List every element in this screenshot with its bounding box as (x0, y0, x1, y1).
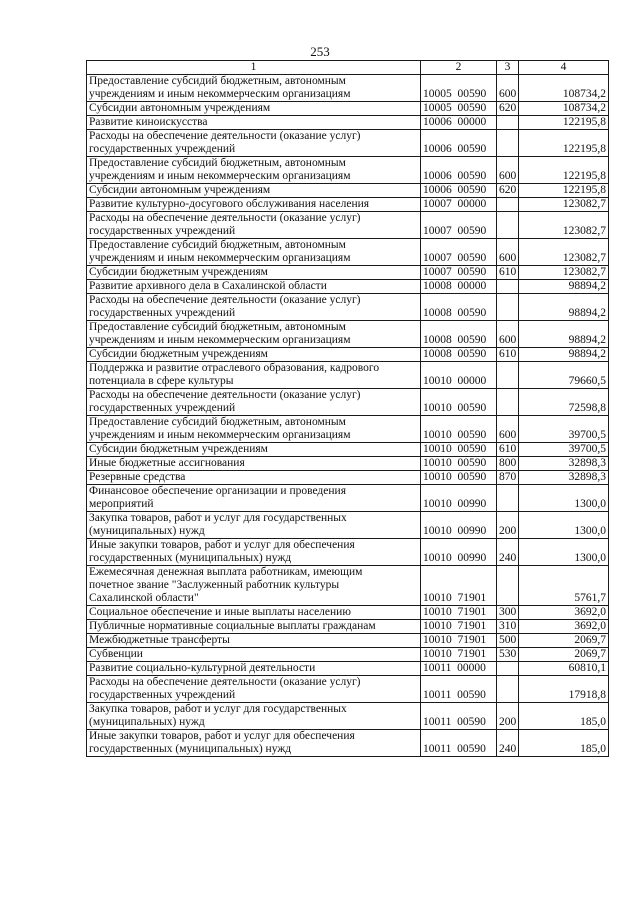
row-name-cell: Иные закупки товаров, работ и услуг для обеспечения государственных (муниципальных) нужд (87, 539, 421, 566)
row-code-cell: 10010 71901 (421, 566, 497, 606)
table-row (87, 703, 609, 730)
row-expense-type-cell (497, 362, 519, 389)
row-code-cell: 10011 00590 (421, 730, 497, 757)
header-col-3: 3 (497, 61, 519, 75)
table-row (87, 321, 609, 348)
table-row (87, 457, 609, 471)
row-amount-cell: 122195,8 (519, 157, 609, 184)
row-expense-type-cell (497, 485, 519, 512)
row-name-cell: Субсидии автономным учреждениям (87, 102, 421, 116)
row-name-cell: Закупка товаров, работ и услуг для государственных (муниципальных) нужд (87, 703, 421, 730)
table-row (87, 443, 609, 457)
row-expense-type-cell: 500 (497, 634, 519, 648)
row-code-cell: 10010 71901 (421, 634, 497, 648)
row-expense-type-cell (497, 198, 519, 212)
page-number: 253 (310, 44, 330, 59)
row-expense-type-cell (497, 116, 519, 130)
row-code-cell: 10005 00590 (421, 75, 497, 102)
row-name-cell: Расходы на обеспечение деятельности (оказание услуг) государственных учреждений (87, 389, 421, 416)
row-name-cell: Расходы на обеспечение деятельности (оказание услуг) государственных учреждений (87, 294, 421, 321)
row-code-cell: 10010 00590 (421, 457, 497, 471)
row-amount-cell: 3692,0 (519, 606, 609, 620)
row-code-cell: 10008 00000 (421, 280, 497, 294)
row-code-cell: 10010 00000 (421, 362, 497, 389)
row-code-cell: 10010 00990 (421, 512, 497, 539)
row-code-cell: 10010 00590 (421, 471, 497, 485)
row-name-cell: Ежемесячная денежная выплата работникам, имеющим почетное звание "Заслуженный работник культуры Сахалинской области" (87, 566, 421, 606)
row-name-cell: Развитие киноискусства (87, 116, 421, 130)
row-code-cell: 10005 00590 (421, 102, 497, 116)
row-name-cell: Расходы на обеспечение деятельности (оказание услуг) государственных учреждений (87, 676, 421, 703)
row-amount-cell: 98894,2 (519, 321, 609, 348)
row-name-cell: Межбюджетные трансферты (87, 634, 421, 648)
table-row (87, 606, 609, 620)
row-amount-cell: 1300,0 (519, 485, 609, 512)
row-amount-cell: 17918,8 (519, 676, 609, 703)
row-amount-cell: 122195,8 (519, 184, 609, 198)
row-expense-type-cell: 610 (497, 443, 519, 457)
table-row (87, 184, 609, 198)
row-expense-type-cell (497, 280, 519, 294)
row-amount-cell: 79660,5 (519, 362, 609, 389)
table-row (87, 212, 609, 239)
row-amount-cell: 108734,2 (519, 75, 609, 102)
row-code-cell: 10011 00000 (421, 662, 497, 676)
budget-rows (87, 75, 609, 757)
table-row (87, 75, 609, 102)
row-expense-type-cell: 800 (497, 457, 519, 471)
row-amount-cell: 123082,7 (519, 212, 609, 239)
row-name-cell: Развитие социально-культурной деятельности (87, 662, 421, 676)
header-col-1: 1 (87, 61, 421, 75)
table-row (87, 634, 609, 648)
table-row (87, 485, 609, 512)
row-name-cell: Субвенции (87, 648, 421, 662)
row-expense-type-cell: 530 (497, 648, 519, 662)
row-code-cell: 10010 71901 (421, 648, 497, 662)
table-row (87, 157, 609, 184)
table-row (87, 266, 609, 280)
row-code-cell: 10006 00590 (421, 184, 497, 198)
row-expense-type-cell (497, 566, 519, 606)
row-expense-type-cell: 240 (497, 730, 519, 757)
header-col-2: 2 (421, 61, 497, 75)
row-amount-cell: 122195,8 (519, 116, 609, 130)
table-row (87, 239, 609, 266)
row-expense-type-cell (497, 212, 519, 239)
table-row (87, 662, 609, 676)
row-expense-type-cell: 870 (497, 471, 519, 485)
table-row (87, 102, 609, 116)
row-name-cell: Предоставление субсидий бюджетным, автономным учреждениям и иным некоммерческим организациям (87, 157, 421, 184)
table-row (87, 676, 609, 703)
row-code-cell: 10007 00590 (421, 239, 497, 266)
row-amount-cell: 98894,2 (519, 280, 609, 294)
row-expense-type-cell: 200 (497, 512, 519, 539)
row-name-cell: Резервные средства (87, 471, 421, 485)
row-name-cell: Финансовое обеспечение организации и проведения мероприятий (87, 485, 421, 512)
row-code-cell: 10007 00000 (421, 198, 497, 212)
row-amount-cell: 32898,3 (519, 457, 609, 471)
row-code-cell: 10010 00590 (421, 416, 497, 443)
row-amount-cell: 185,0 (519, 730, 609, 757)
row-amount-cell: 39700,5 (519, 416, 609, 443)
row-amount-cell: 1300,0 (519, 512, 609, 539)
table-row (87, 471, 609, 485)
table-row (87, 389, 609, 416)
row-code-cell: 10010 00990 (421, 539, 497, 566)
table-row (87, 512, 609, 539)
row-amount-cell: 39700,5 (519, 443, 609, 457)
row-name-cell: Социальное обеспечение и иные выплаты населению (87, 606, 421, 620)
row-expense-type-cell (497, 662, 519, 676)
row-expense-type-cell: 600 (497, 239, 519, 266)
row-code-cell: 10008 00590 (421, 321, 497, 348)
row-name-cell: Расходы на обеспечение деятельности (оказание услуг) государственных учреждений (87, 212, 421, 239)
table-row (87, 566, 609, 606)
row-name-cell: Субсидии бюджетным учреждениям (87, 266, 421, 280)
row-name-cell: Иные бюджетные ассигнования (87, 457, 421, 471)
table-row (87, 539, 609, 566)
row-name-cell: Предоставление субсидий бюджетным, автономным учреждениям и иным некоммерческим организациям (87, 321, 421, 348)
row-name-cell: Закупка товаров, работ и услуг для государственных (муниципальных) нужд (87, 512, 421, 539)
row-expense-type-cell: 600 (497, 321, 519, 348)
row-name-cell: Иные закупки товаров, работ и услуг для обеспечения государственных (муниципальных) нужд (87, 730, 421, 757)
row-amount-cell: 72598,8 (519, 389, 609, 416)
row-amount-cell: 5761,7 (519, 566, 609, 606)
table-row (87, 280, 609, 294)
row-expense-type-cell: 610 (497, 348, 519, 362)
row-name-cell: Субсидии бюджетным учреждениям (87, 348, 421, 362)
row-code-cell: 10007 00590 (421, 212, 497, 239)
row-amount-cell: 123082,7 (519, 239, 609, 266)
budget-table (86, 60, 609, 757)
row-expense-type-cell (497, 130, 519, 157)
row-name-cell: Предоставление субсидий бюджетным, автономным учреждениям и иным некоммерческим организациям (87, 416, 421, 443)
row-amount-cell: 32898,3 (519, 471, 609, 485)
row-name-cell: Предоставление субсидий бюджетным, автономным учреждениям и иным некоммерческим организациям (87, 75, 421, 102)
row-code-cell: 10007 00590 (421, 266, 497, 280)
row-expense-type-cell (497, 676, 519, 703)
row-amount-cell: 60810,1 (519, 662, 609, 676)
row-expense-type-cell: 620 (497, 184, 519, 198)
table-header-row (87, 61, 609, 75)
table-row (87, 648, 609, 662)
row-code-cell: 10010 00990 (421, 485, 497, 512)
row-name-cell: Развитие культурно-досугового обслуживания населения (87, 198, 421, 212)
row-expense-type-cell: 620 (497, 102, 519, 116)
row-expense-type-cell (497, 389, 519, 416)
row-amount-cell: 98894,2 (519, 348, 609, 362)
row-code-cell: 10010 71901 (421, 620, 497, 634)
row-amount-cell: 123082,7 (519, 266, 609, 280)
row-name-cell: Предоставление субсидий бюджетным, автономным учреждениям и иным некоммерческим организациям (87, 239, 421, 266)
table-row (87, 416, 609, 443)
table-row (87, 730, 609, 757)
row-code-cell: 10011 00590 (421, 703, 497, 730)
table-row (87, 130, 609, 157)
row-code-cell: 10011 00590 (421, 676, 497, 703)
table-row (87, 348, 609, 362)
row-code-cell: 10008 00590 (421, 348, 497, 362)
row-amount-cell: 123082,7 (519, 198, 609, 212)
table-row (87, 362, 609, 389)
row-amount-cell: 98894,2 (519, 294, 609, 321)
row-expense-type-cell: 600 (497, 157, 519, 184)
row-expense-type-cell: 240 (497, 539, 519, 566)
row-expense-type-cell: 300 (497, 606, 519, 620)
row-expense-type-cell: 600 (497, 75, 519, 102)
row-code-cell: 10006 00000 (421, 116, 497, 130)
row-expense-type-cell: 310 (497, 620, 519, 634)
row-name-cell: Субсидии автономным учреждениям (87, 184, 421, 198)
table-row (87, 294, 609, 321)
row-code-cell: 10010 00590 (421, 443, 497, 457)
row-amount-cell: 2069,7 (519, 648, 609, 662)
row-amount-cell: 3692,0 (519, 620, 609, 634)
header-col-4: 4 (519, 61, 609, 75)
row-name-cell: Развитие архивного дела в Сахалинской области (87, 280, 421, 294)
row-expense-type-cell: 600 (497, 416, 519, 443)
row-amount-cell: 108734,2 (519, 102, 609, 116)
row-expense-type-cell: 610 (497, 266, 519, 280)
row-code-cell: 10006 00590 (421, 157, 497, 184)
table-row (87, 620, 609, 634)
row-amount-cell: 122195,8 (519, 130, 609, 157)
table-row (87, 116, 609, 130)
row-name-cell: Публичные нормативные социальные выплаты гражданам (87, 620, 421, 634)
row-name-cell: Расходы на обеспечение деятельности (оказание услуг) государственных учреждений (87, 130, 421, 157)
row-amount-cell: 2069,7 (519, 634, 609, 648)
row-name-cell: Поддержка и развитие отраслевого образования, кадрового потенциала в сфере культуры (87, 362, 421, 389)
row-code-cell: 10008 00590 (421, 294, 497, 321)
row-code-cell: 10006 00590 (421, 130, 497, 157)
row-amount-cell: 1300,0 (519, 539, 609, 566)
row-expense-type-cell: 200 (497, 703, 519, 730)
row-code-cell: 10010 71901 (421, 606, 497, 620)
row-expense-type-cell (497, 294, 519, 321)
table-row (87, 198, 609, 212)
row-amount-cell: 185,0 (519, 703, 609, 730)
row-code-cell: 10010 00590 (421, 389, 497, 416)
row-name-cell: Субсидии бюджетным учреждениям (87, 443, 421, 457)
